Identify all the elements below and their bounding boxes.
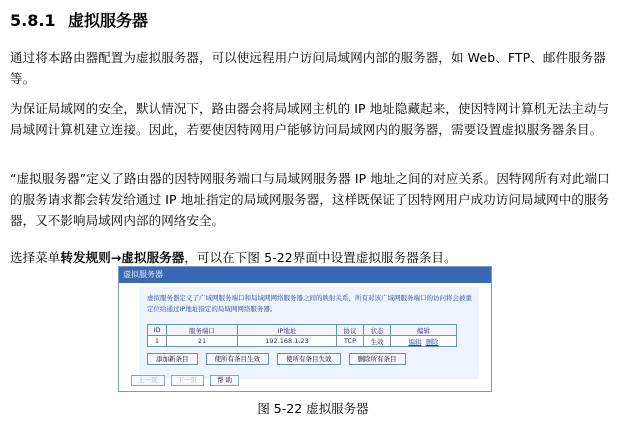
cell-status: 生效: [364, 336, 391, 347]
screenshot-title-bar: 虚拟服务器: [119, 267, 491, 283]
table-header-row: [148, 325, 457, 336]
col-status: 状态: [364, 325, 391, 336]
section-title: 虚拟服务器: [68, 11, 149, 30]
col-protocol: 协议: [337, 325, 364, 336]
col-ip: IP地址: [238, 325, 337, 336]
disable-all-button[interactable]: 使所有条目失效: [277, 353, 341, 365]
cell-protocol: TCP: [337, 336, 364, 347]
nav-buttons: [131, 375, 239, 386]
paragraph-4-after: ，可以在下图 5-22界面中设置虚拟服务器条目。: [184, 250, 457, 265]
col-edit: 编辑: [391, 325, 457, 336]
delete-link[interactable]: 删除: [425, 337, 439, 346]
paragraph-2: 为保证局域网的安全，默认情况下，路由器会将局域网主机的 IP 地址隐藏起来，使因特网计算机无法主动与局域网计算机建立连接。因此，若要使因特网用户能够访问局域网内的服务器，需要设置虚拟服务器条目。: [10, 101, 610, 137]
help-button[interactable]: 帮 助: [210, 375, 239, 386]
paragraph-3: “虚拟服务器”定义了路由器的因特网服务端口与局域网服务器 IP 地址之间的对应关系。因特网所有对此端口的服务请求都会转发给通过 IP 地址指定的局域网服务器，这样既保证了因特网用户成功访问局域网中的服务器，又不影响局域网内部的网络安全。: [10, 171, 610, 228]
figure-caption: 图 5-22 虚拟服务器: [257, 401, 369, 416]
enable-all-button[interactable]: 使所有条目生效: [206, 353, 270, 365]
cell-edit: [391, 336, 457, 347]
add-entry-button[interactable]: 添加新条目: [147, 353, 198, 365]
edit-link[interactable]: 编辑: [408, 337, 422, 346]
virtual-server-table: [147, 324, 457, 347]
section-number: 5.8.1: [10, 11, 56, 30]
screenshot-panel: [139, 287, 479, 379]
menu-path: 转发规则→虚拟服务器: [60, 250, 185, 265]
col-port: 服务端口: [167, 325, 238, 336]
action-buttons: [147, 353, 406, 365]
paragraph-1: 通过将本路由器配置为虚拟服务器，可以使远程用户访问局域网内部的服务器，如 Web、FTP、邮件服务器等。: [10, 50, 606, 86]
paragraph-4-before: 选择菜单: [10, 250, 61, 265]
col-id: ID: [148, 325, 167, 336]
table-row: [148, 336, 457, 347]
cell-port: 21: [167, 336, 238, 347]
section-heading: [10, 8, 148, 31]
cell-ip: 192.168.1.23: [238, 336, 337, 347]
cell-id: 1: [148, 336, 167, 347]
screenshot-description: 虚拟服务器定义了广域网服务端口和局域网网络服务器之间的映射关系，所有对该广域网服务端口的访问将会被重定位给通过IP地址指定的局域网网络服务器。: [147, 294, 472, 313]
delete-all-button[interactable]: 删除所有条目: [349, 353, 406, 365]
next-page-button[interactable]: 下一页: [171, 375, 205, 386]
virtual-server-screenshot: [118, 266, 492, 392]
prev-page-button[interactable]: 上一页: [131, 375, 165, 386]
paragraph-4: [10, 247, 610, 268]
